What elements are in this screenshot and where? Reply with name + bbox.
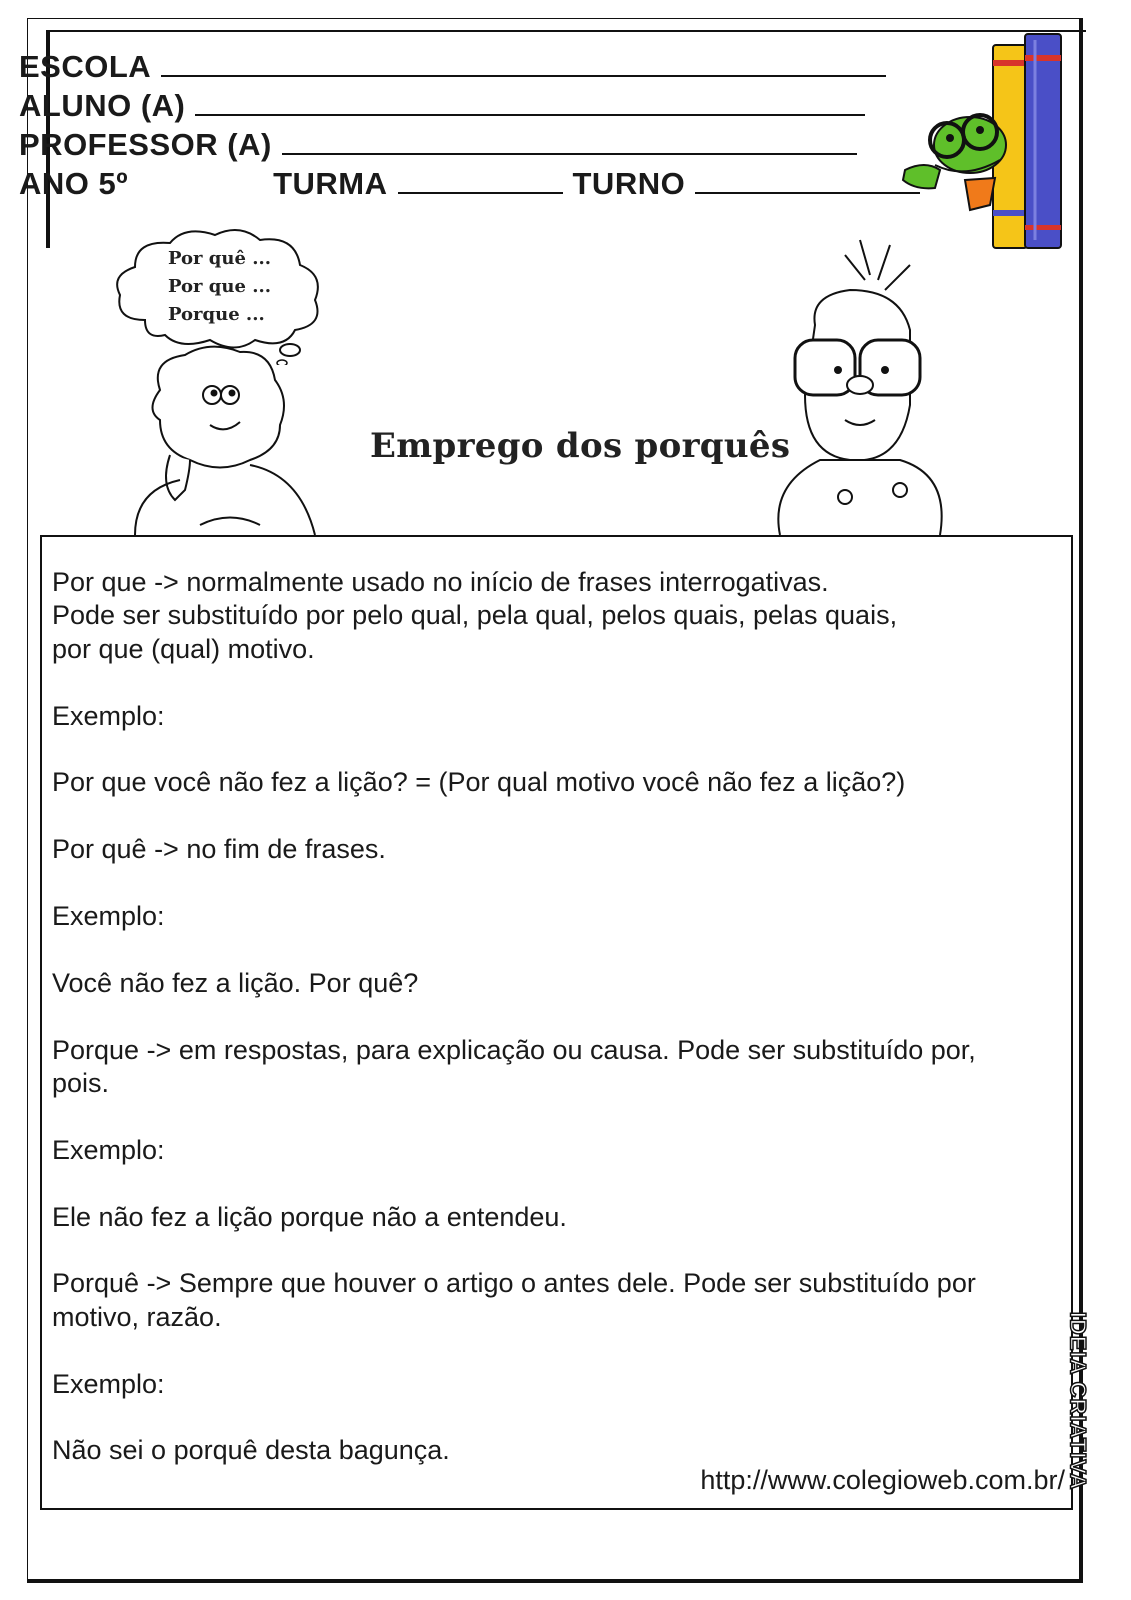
- paragraph-line: motivo, razão.: [52, 1301, 222, 1332]
- girl-with-glasses-illustration: [750, 235, 965, 540]
- teacher-row: [19, 124, 999, 163]
- content-text: [52, 566, 1072, 1468]
- student-label: ALUNO (A): [19, 88, 186, 123]
- student-field[interactable]: [195, 88, 865, 116]
- paragraph-line: pois.: [52, 1068, 110, 1098]
- example-text: Por que você não fez a lição? = (Por qual motivo você não fez a lição?): [52, 767, 906, 798]
- student-row: [19, 85, 999, 124]
- paragraph-line: Por que -> normalmente usado no início de frases interrogativas.: [52, 567, 829, 597]
- page-title: Emprego dos porquês: [370, 426, 791, 466]
- footer-url[interactable]: http://www.colegioweb.com.br/: [700, 1465, 1065, 1495]
- paragraph-line: por que (qual) motivo.: [52, 633, 315, 664]
- example-label: Exemplo:: [52, 901, 165, 931]
- example-text: Não sei o porquê desta bagunça.: [52, 1435, 450, 1466]
- school-row: [19, 46, 999, 85]
- paragraph-line: Porque -> em respostas, para explicação ou causa. Pode ser substituído por,: [52, 1034, 976, 1065]
- bubble-line: Por que ...: [168, 276, 271, 297]
- header-fields: [19, 46, 999, 202]
- school-field[interactable]: [161, 49, 886, 77]
- bubble-text: [168, 245, 271, 329]
- paragraph-line: Porquê -> Sempre que houver o artigo o antes dele. Pode ser substituído por: [52, 1268, 976, 1299]
- shift-field[interactable]: [695, 166, 920, 194]
- thinking-boy-illustration: [130, 340, 330, 540]
- year-label: ANO 5º: [19, 166, 129, 201]
- school-label: ESCOLA: [19, 49, 152, 84]
- class-field[interactable]: [398, 166, 563, 194]
- paragraph-line: Por quê -> no fim de frases.: [52, 834, 386, 865]
- year-row: [19, 163, 999, 202]
- books-frog-illustration: [895, 30, 1090, 255]
- class-label: TURMA: [273, 166, 388, 201]
- watermark: [1065, 1300, 1109, 1510]
- bubble-line: Porque ...: [168, 304, 265, 325]
- shift-label: TURNO: [572, 166, 686, 201]
- bubble-line: Por quê ...: [168, 248, 271, 269]
- example-label: Exemplo:: [52, 1134, 165, 1165]
- example-label: Exemplo:: [52, 700, 165, 731]
- paragraph-line: Pode ser substituído por pelo qual, pela qual, pelos quais, pelas quais,: [52, 600, 898, 631]
- example-text: Você não fez a lição. Por quê?: [52, 967, 419, 998]
- teacher-field[interactable]: [282, 127, 857, 155]
- watermark-text: IDEIA CRIATIVA: [1065, 1311, 1091, 1491]
- teacher-label: PROFESSOR (A): [19, 127, 272, 162]
- example-label: Exemplo:: [52, 1368, 165, 1399]
- example-text: Ele não fez a lição porque não a entendeu.: [52, 1201, 567, 1232]
